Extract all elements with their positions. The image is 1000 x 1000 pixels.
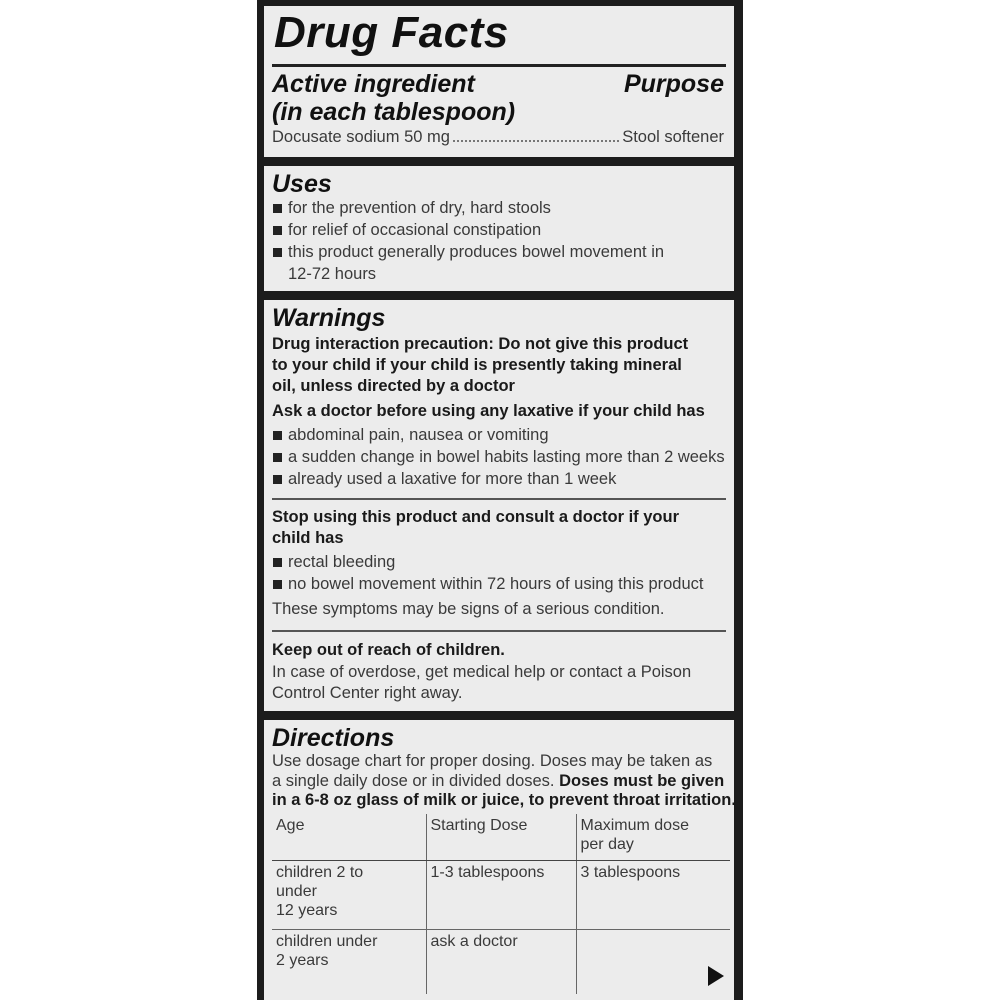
symptoms-note: These symptoms may be signs of a serious condition. <box>272 600 665 618</box>
list-item: rectal bleeding <box>272 551 703 573</box>
table-cell-starting-dose: 1-3 tablespoons <box>426 861 576 930</box>
bullet-square-icon <box>273 453 282 462</box>
bullet-square-icon <box>273 580 282 589</box>
warnings-panel <box>264 300 734 711</box>
list-item: already used a laxative for more than 1 week <box>272 468 725 490</box>
table-cell-maximum-dose: 3 tablespoons <box>576 861 730 930</box>
table-header-starting-dose: Starting Dose <box>426 814 576 861</box>
ingredient-row <box>272 128 724 147</box>
overdose-line-1: In case of overdose, get medical help or contact a Poison <box>272 663 692 681</box>
table-cell-age: children under 2 years <box>276 933 378 969</box>
bullet-square-icon <box>273 431 282 440</box>
active-ingredient-heading: Active ingredient <box>272 70 475 98</box>
list-item: abdominal pain, nausea or vomiting <box>272 424 725 446</box>
list-item: for the prevention of dry, hard stools <box>272 197 664 219</box>
bullet-square-icon <box>273 204 282 213</box>
title-divider <box>272 64 726 67</box>
ask-doctor-heading: Ask a doctor before using any laxative if your child has <box>272 402 705 420</box>
warnings-heading: Warnings <box>272 304 386 332</box>
list-item: for relief of occasional constipation <box>272 219 664 241</box>
stop-using-list <box>272 551 703 595</box>
purpose-heading: Purpose <box>623 70 724 98</box>
directions-panel <box>264 720 734 1000</box>
uses-heading: Uses <box>272 170 332 198</box>
ingredient-name: Docusate sodium 50 mg <box>272 128 450 146</box>
uses-list <box>272 197 664 285</box>
table-header-age: Age <box>272 814 426 861</box>
list-item: a sudden change in bowel habits lasting more than 2 weeks <box>272 446 725 468</box>
stop-using-line-2: child has <box>272 529 344 547</box>
dot-leader <box>453 140 619 142</box>
list-item: this product generally produces bowel movement in <box>272 241 664 263</box>
list-item-continuation: 12-72 hours <box>288 265 377 283</box>
table-header-maximum-dose: Maximum dose per day <box>576 814 730 861</box>
drug-facts-header-panel <box>264 6 734 157</box>
warnings-divider <box>272 498 726 500</box>
uses-panel <box>264 166 734 291</box>
continue-arrow-icon <box>708 966 724 986</box>
table-cell-maximum-dose <box>576 930 730 995</box>
directions-heading: Directions <box>272 724 395 752</box>
ingredient-purpose: Stool softener <box>622 128 724 146</box>
warnings-divider <box>272 630 726 632</box>
overdose-line-2: Control Center right away. <box>272 684 463 702</box>
directions-line-3: in a 6-8 oz glass of milk or juice, to prevent throat irritation. <box>272 791 736 809</box>
bullet-square-icon <box>273 558 282 567</box>
ask-doctor-list <box>272 424 725 490</box>
keep-out-heading: Keep out of reach of children. <box>272 641 505 659</box>
directions-line-1: Use dosage chart for proper dosing. Doses may be taken as <box>272 752 713 770</box>
table-row <box>272 930 730 995</box>
bullet-square-icon <box>273 475 282 484</box>
active-ingredient-subheading: (in each tablespoon) <box>272 98 516 126</box>
directions-line-2: a single daily dose or in divided doses. Doses must be given <box>272 772 725 790</box>
interaction-line-2: to your child if your child is presently taking mineral <box>272 356 682 374</box>
list-item: no bowel movement within 72 hours of using this product <box>272 573 703 595</box>
bullet-square-icon <box>273 226 282 235</box>
table-row <box>272 814 730 861</box>
dosage-table <box>272 814 730 994</box>
drug-facts-title: Drug Facts <box>274 8 509 57</box>
stop-using-line-1: Stop using this product and consult a doctor if your <box>272 508 679 526</box>
bullet-square-icon <box>273 248 282 257</box>
table-row <box>272 861 730 930</box>
table-cell-age: children 2 to under 12 years <box>272 861 426 930</box>
table-cell-starting-dose: ask a doctor <box>426 930 576 995</box>
interaction-line-1: Drug interaction precaution: Do not give this product <box>272 335 689 353</box>
interaction-line-3: oil, unless directed by a doctor <box>272 377 515 395</box>
